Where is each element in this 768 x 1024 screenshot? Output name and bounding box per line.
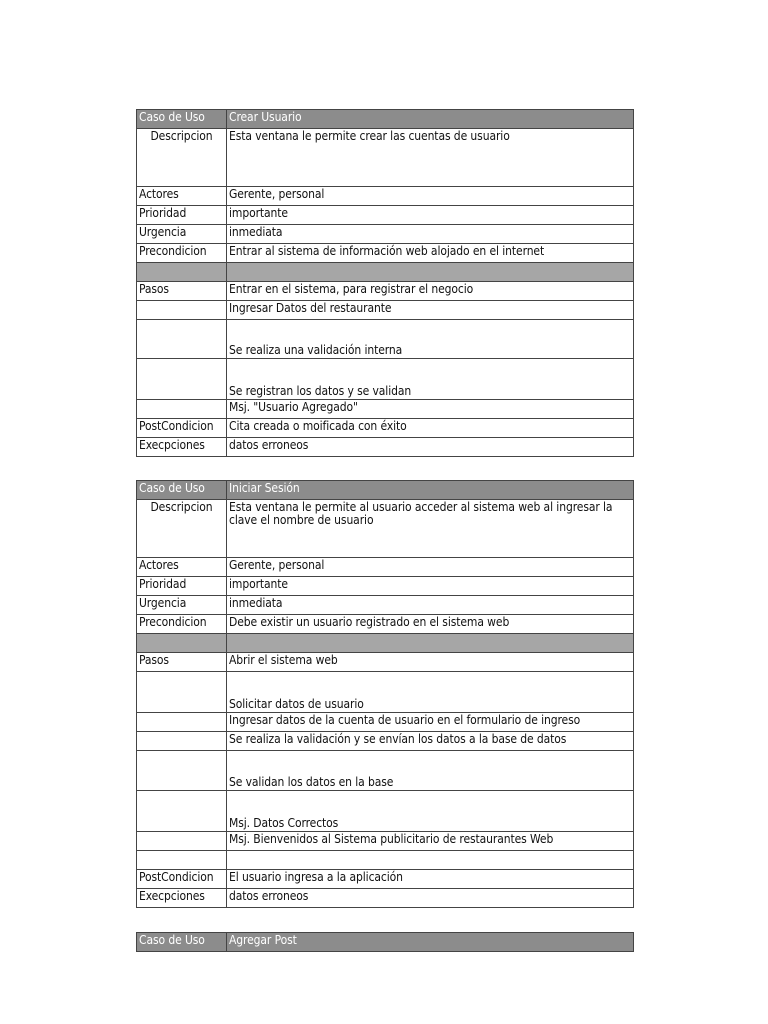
precondicion-value: Entrar al sistema de información web alojado en el internet <box>227 244 634 263</box>
use-case-table-iniciar-sesion <box>136 480 634 908</box>
urgencia-value: inmediata <box>227 225 634 244</box>
use-case-header-label: Caso de Uso <box>137 110 227 129</box>
urgencia-value: inmediata <box>227 596 634 615</box>
prioridad-row <box>137 206 634 225</box>
actores-row <box>137 558 634 577</box>
pasos-row <box>137 713 634 732</box>
empty-cell <box>137 713 227 732</box>
pasos-row <box>137 751 634 791</box>
empty-cell <box>137 791 227 832</box>
paso-item: Msj. Bienvenidos al Sistema publicitario de restaurantes Web <box>227 832 634 851</box>
postcondicion-label: PostCondicion <box>137 419 227 438</box>
urgencia-row <box>137 225 634 244</box>
precondicion-row <box>137 244 634 263</box>
use-case-header-label: Caso de Uso <box>137 933 227 952</box>
use-case-table-agregar-post <box>136 932 634 952</box>
separator-row <box>137 263 634 282</box>
excepciones-label: Execpciones <box>137 889 227 908</box>
precondicion-label: Precondicion <box>137 244 227 263</box>
urgencia-row <box>137 596 634 615</box>
paso-item: Se registran los datos y se validan <box>227 359 634 400</box>
paso-item: Se validan los datos en la base <box>227 751 634 791</box>
precondicion-value: Debe existir un usuario registrado en el sistema web <box>227 615 634 634</box>
use-case-name: Agregar Post <box>227 933 634 952</box>
excepciones-value: datos erroneos <box>227 438 634 457</box>
use-case-header-row <box>137 933 634 952</box>
prioridad-label: Prioridad <box>137 577 227 596</box>
paso-item: Msj. "Usuario Agregado" <box>227 400 634 419</box>
postcondicion-row <box>137 870 634 889</box>
separator-row <box>137 634 634 653</box>
descripcion-value: Esta ventana le permite crear las cuentas de usuario <box>227 129 634 187</box>
excepciones-row <box>137 889 634 908</box>
descripcion-row <box>137 129 634 187</box>
paso-item: Solicitar datos de usuario <box>227 672 634 713</box>
empty-cell <box>137 320 227 359</box>
pasos-row <box>137 301 634 320</box>
use-case-header-row <box>137 481 634 500</box>
actores-label: Actores <box>137 558 227 577</box>
pasos-row <box>137 400 634 419</box>
excepciones-label: Execpciones <box>137 438 227 457</box>
precondicion-label: Precondicion <box>137 615 227 634</box>
empty-cell <box>137 732 227 751</box>
excepciones-value: datos erroneos <box>227 889 634 908</box>
pasos-label: Pasos <box>137 282 227 301</box>
precondicion-row <box>137 615 634 634</box>
paso-item: Se realiza una validación interna <box>227 320 634 359</box>
empty-cell <box>137 832 227 851</box>
empty-cell <box>137 751 227 791</box>
postcondicion-value: El usuario ingresa a la aplicación <box>227 870 634 889</box>
descripcion-row <box>137 500 634 558</box>
paso-item <box>227 851 634 870</box>
prioridad-row <box>137 577 634 596</box>
empty-cell <box>137 400 227 419</box>
empty-cell <box>137 301 227 320</box>
separator-cell <box>137 634 227 653</box>
pasos-label: Pasos <box>137 653 227 672</box>
use-case-header-label: Caso de Uso <box>137 481 227 500</box>
use-case-name: Crear Usuario <box>227 110 634 129</box>
pasos-row <box>137 359 634 400</box>
empty-cell <box>137 359 227 400</box>
pasos-row <box>137 791 634 832</box>
pasos-row <box>137 282 634 301</box>
pasos-row <box>137 672 634 713</box>
postcondicion-row <box>137 419 634 438</box>
pasos-row <box>137 851 634 870</box>
use-case-header-row <box>137 110 634 129</box>
separator-cell <box>227 634 634 653</box>
use-case-name: Iniciar Sesión <box>227 481 634 500</box>
use-case-table-crear-usuario <box>136 109 634 457</box>
pasos-row <box>137 320 634 359</box>
actores-value: Gerente, personal <box>227 558 634 577</box>
descripcion-value: Esta ventana le permite al usuario acceder al sistema web al ingresar la clave el nombre de usuario <box>227 500 634 558</box>
prioridad-value: importante <box>227 206 634 225</box>
pasos-row <box>137 653 634 672</box>
prioridad-value: importante <box>227 577 634 596</box>
empty-cell <box>137 851 227 870</box>
paso-item: Se realiza la validación y se envían los datos a la base de datos <box>227 732 634 751</box>
descripcion-label: Descripcion <box>137 129 227 187</box>
separator-cell <box>227 263 634 282</box>
urgencia-label: Urgencia <box>137 596 227 615</box>
urgencia-label: Urgencia <box>137 225 227 244</box>
pasos-row <box>137 732 634 751</box>
paso-item: Abrir el sistema web <box>227 653 634 672</box>
postcondicion-label: PostCondicion <box>137 870 227 889</box>
prioridad-label: Prioridad <box>137 206 227 225</box>
paso-item: Entrar en el sistema, para registrar el negocio <box>227 282 634 301</box>
empty-cell <box>137 672 227 713</box>
excepciones-row <box>137 438 634 457</box>
actores-value: Gerente, personal <box>227 187 634 206</box>
actores-label: Actores <box>137 187 227 206</box>
descripcion-label: Descripcion <box>137 500 227 558</box>
separator-cell <box>137 263 227 282</box>
postcondicion-value: Cita creada o moificada con éxito <box>227 419 634 438</box>
paso-item: Msj. Datos Correctos <box>227 791 634 832</box>
pasos-row <box>137 832 634 851</box>
actores-row <box>137 187 634 206</box>
paso-item: Ingresar datos de la cuenta de usuario en el formulario de ingreso <box>227 713 634 732</box>
paso-item: Ingresar Datos del restaurante <box>227 301 634 320</box>
